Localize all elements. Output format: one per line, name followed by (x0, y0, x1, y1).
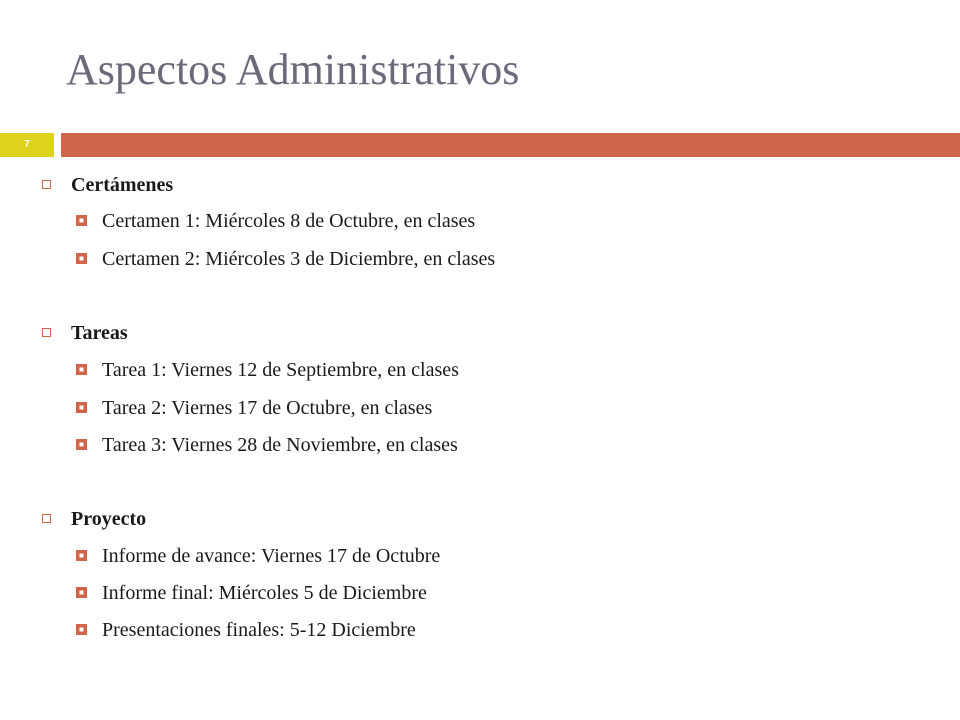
list-item (76, 434, 458, 457)
section-heading-label: Tareas (71, 322, 128, 344)
section-heading-tareas (42, 322, 128, 345)
section-heading-label: Certámenes (71, 174, 174, 196)
slide-title: Aspectos Administrativos (66, 45, 520, 94)
list-item-label: Informe final: Miércoles 5 de Diciembre (102, 582, 427, 604)
section-heading-label: Proyecto (71, 508, 147, 530)
list-item-label: Certamen 1: Miércoles 8 de Octubre, en clases (102, 210, 476, 232)
filled-square-bullet-icon (76, 439, 87, 450)
section-heading-certamenes (42, 174, 173, 197)
list-item-label: Tarea 2: Viernes 17 de Octubre, en clases (102, 397, 433, 419)
list-item-label: Tarea 3: Viernes 28 de Noviembre, en clases (102, 434, 458, 456)
list-item (76, 397, 432, 420)
list-item-label: Certamen 2: Miércoles 3 de Diciembre, en clases (102, 248, 496, 270)
filled-square-bullet-icon (76, 402, 87, 413)
filled-square-bullet-icon (76, 624, 87, 635)
page-number-badge: 7 (0, 133, 54, 157)
filled-square-bullet-icon (76, 215, 87, 226)
list-item-label: Informe de avance: Viernes 17 de Octubre (102, 545, 441, 567)
list-item (76, 582, 427, 605)
hollow-square-bullet-icon (42, 328, 51, 337)
filled-square-bullet-icon (76, 550, 87, 561)
list-item-label: Presentaciones finales: 5-12 Diciembre (102, 619, 416, 641)
filled-square-bullet-icon (76, 587, 87, 598)
list-item (76, 359, 459, 382)
list-item (76, 210, 475, 233)
section-heading-proyecto (42, 508, 146, 531)
list-item (76, 619, 416, 642)
filled-square-bullet-icon (76, 364, 87, 375)
filled-square-bullet-icon (76, 253, 87, 264)
list-item (76, 248, 495, 271)
hollow-square-bullet-icon (42, 180, 51, 189)
hollow-square-bullet-icon (42, 514, 51, 523)
list-item (76, 545, 440, 568)
list-item-label: Tarea 1: Viernes 12 de Septiembre, en clases (102, 359, 459, 381)
